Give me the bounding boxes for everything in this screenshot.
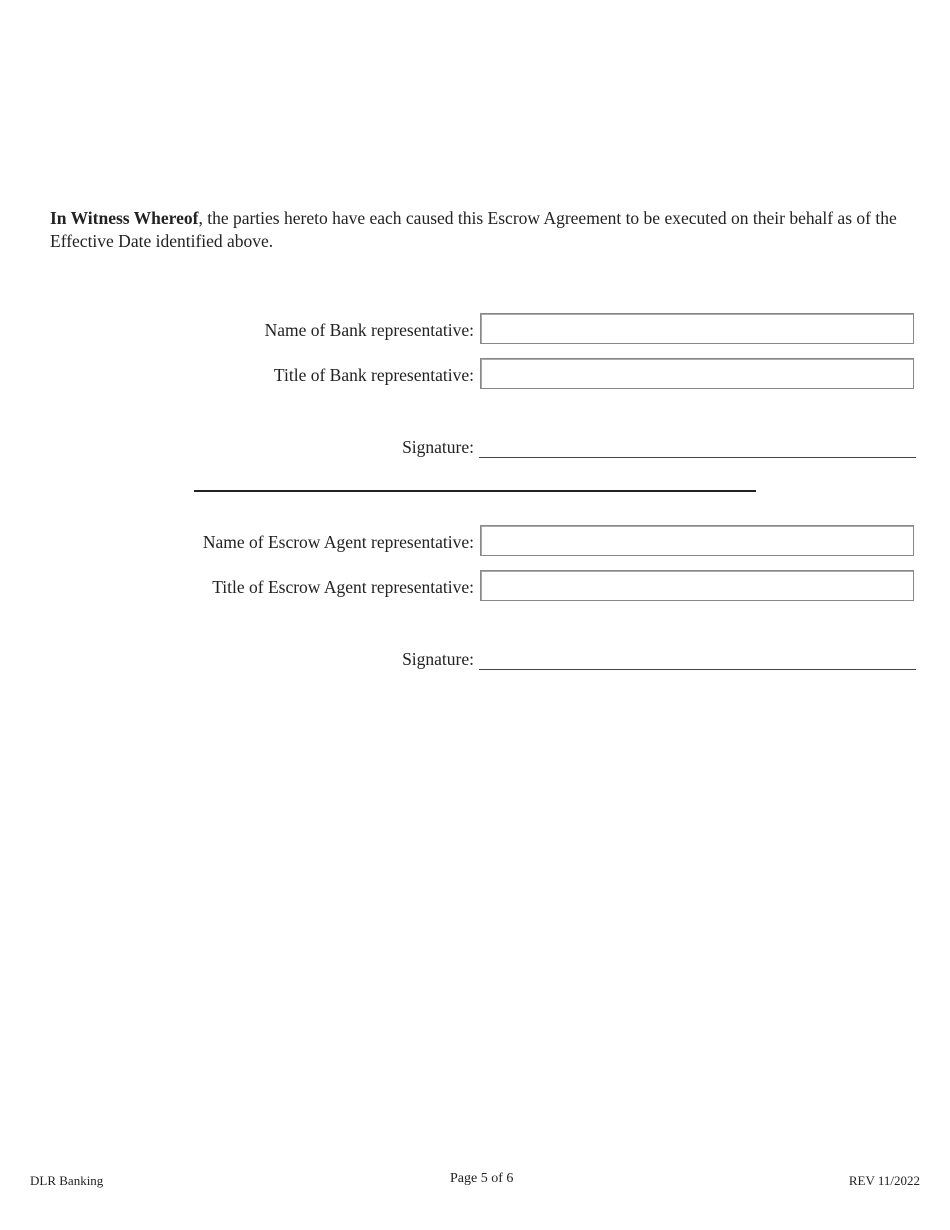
footer-page-number: Page 5 of 6 <box>450 1171 514 1186</box>
witness-paragraph <box>50 207 920 253</box>
section-divider <box>194 490 756 492</box>
footer-org: DLR Banking <box>30 1173 104 1188</box>
bank-name-label: Name of Bank representative: <box>264 320 474 340</box>
bank-signature-line[interactable] <box>479 457 916 458</box>
witness-text: , the parties hereto have each caused this Escrow Agreement to be executed on their behalf as of the Effective Date identified above. <box>50 208 897 251</box>
escrow-signature-line[interactable] <box>479 669 916 670</box>
escrow-name-label: Name of Escrow Agent representative: <box>202 532 474 552</box>
witness-heading: In Witness Whereof <box>50 208 199 228</box>
escrow-title-field[interactable] <box>480 570 914 601</box>
escrow-signature-label: Signature: <box>402 649 474 669</box>
bank-signature-label: Signature: <box>402 437 474 457</box>
bank-name-field[interactable] <box>480 313 914 344</box>
footer-revision: REV 11/2022 <box>848 1173 920 1188</box>
bank-title-field[interactable] <box>480 358 914 389</box>
escrow-name-field[interactable] <box>480 525 914 556</box>
bank-title-label: Title of Bank representative: <box>273 365 474 385</box>
escrow-title-label: Title of Escrow Agent representative: <box>212 577 474 597</box>
